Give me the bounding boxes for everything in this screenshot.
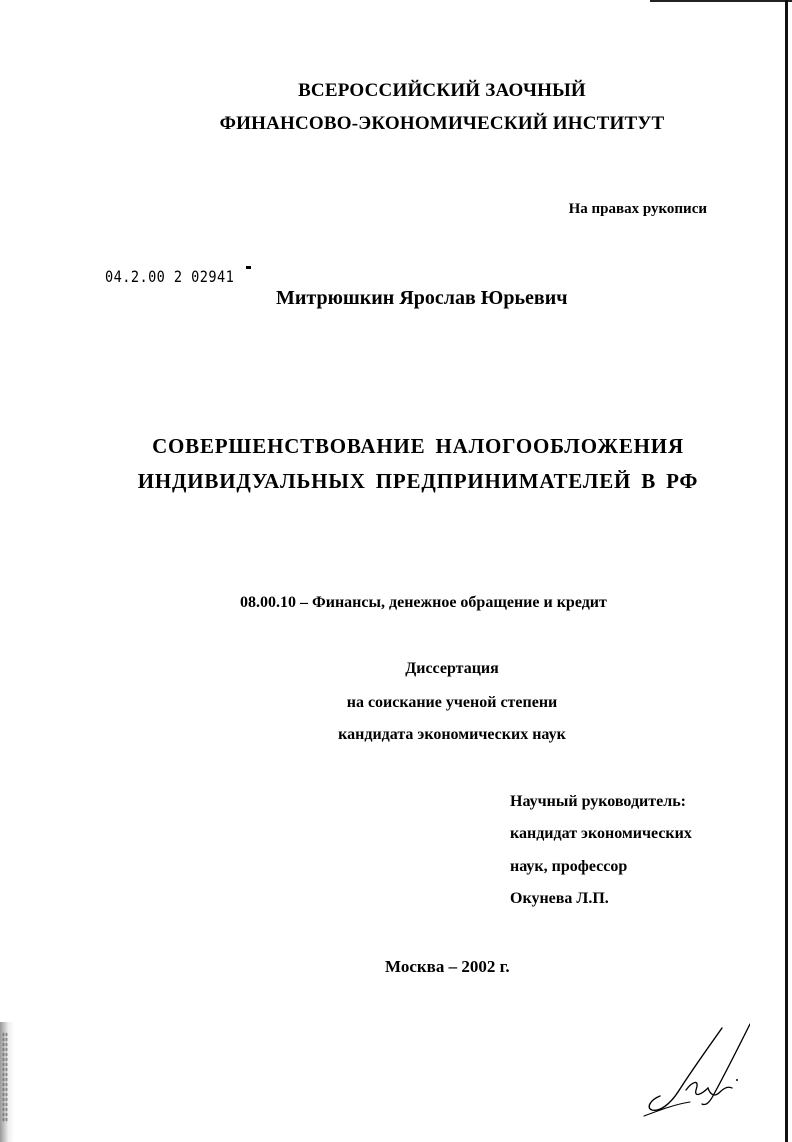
author-name: Митрюшкин Ярослав Юрьевич <box>276 287 568 309</box>
institute-name-line2: ФИНАНСОВО-ЭКОНОМИЧЕСКИЙ ИНСТИТУТ <box>219 113 665 134</box>
supervisor-name: Окунева Л.П. <box>510 890 609 907</box>
dissertation-label: Диссертация <box>405 660 499 677</box>
dissertation-title-line2: ИНДИВИДУАЛЬНЫХ ПРЕДПРИНИМАТЕЛЕЙ В РФ <box>137 469 699 493</box>
scan-noise <box>2 1032 8 1122</box>
scan-border-right <box>785 0 788 1142</box>
supervisor-title: наук, профессор <box>510 858 628 875</box>
supervisor-label: Научный руководитель: <box>510 793 686 810</box>
dissertation-title-line1: СОВЕРШЕНСТВОВАНИЕ НАЛОГООБЛОЖЕНИЯ <box>152 434 684 458</box>
manuscript-note: На правах рукописи <box>568 201 707 217</box>
supervisor-degree: кандидат экономических <box>510 825 692 842</box>
specialty-code: 08.00.10 – Финансы, денежное обращение и кредит <box>240 594 607 611</box>
degree-line2: кандидата экономических наук <box>338 726 566 743</box>
scan-border-top <box>650 0 792 2</box>
stamp-mark <box>246 266 251 269</box>
city-year: Москва – 2002 г. <box>385 957 510 976</box>
signature-icon <box>630 1020 750 1120</box>
library-stamp-number: 04.2.00 2 02941 <box>105 267 235 286</box>
degree-line1: на соискание ученой степени <box>346 694 558 711</box>
institute-name-line1: ВСЕРОССИЙСКИЙ ЗАОЧНЫЙ <box>298 80 586 101</box>
